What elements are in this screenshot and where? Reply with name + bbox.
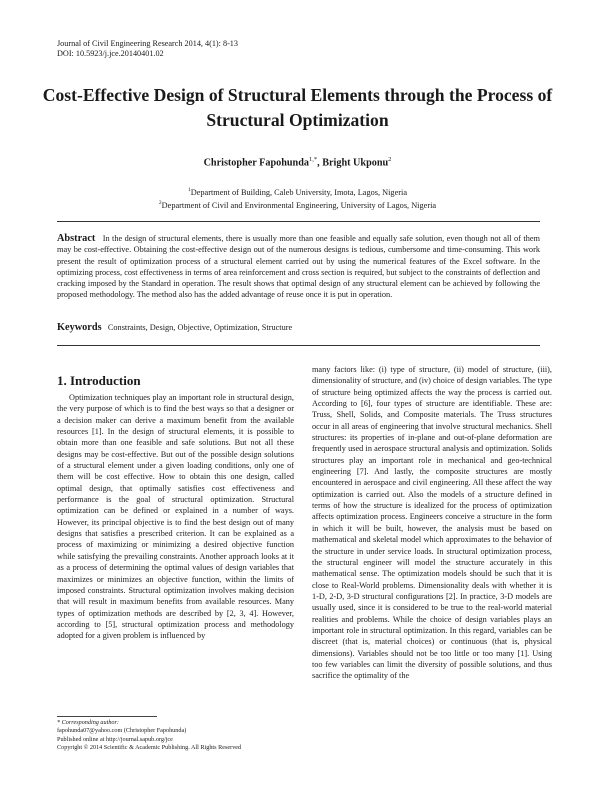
author-2: Bright Ukponu (322, 157, 389, 169)
footnote (57, 719, 317, 753)
affiliations (0, 185, 595, 211)
journal-doi: DOI: 10.5923/j.jce.20140401.02 (57, 49, 164, 58)
affiliation-1 (0, 185, 595, 198)
author-line (0, 156, 595, 168)
affiliation-1-text: Department of Building, Caleb University, Imota, Lagos, Nigeria (190, 187, 408, 197)
author-separator: , (317, 157, 323, 169)
affiliation-2 (0, 198, 595, 211)
footnote-rule (57, 716, 157, 717)
keywords-label: Keywords (57, 322, 102, 333)
author-1: Christopher Fapohunda (203, 157, 309, 169)
section-heading-introduction: 1. Introduction (57, 373, 141, 388)
footnote-published: Published online at http://journal.sapub.org/jce (57, 735, 173, 743)
author-2-affiliation-mark: 2 (388, 156, 392, 163)
footnote-copyright: Copyright © 2014 Scientific & Academic Publishing. All Rights Reserved (57, 744, 242, 752)
keywords (57, 322, 540, 333)
abstract-bottom-rule (57, 345, 540, 346)
journal-header (57, 39, 238, 59)
abstract-text: In the design of structural elements, there is usually more than one feasible and equally safe solution, even though not all of them may be cost-effective. Obtaining the cost-effective design out of the numerous designs is tedious, cumbersome and time-consuming. This work present the result of optimization process of a structural element carried out by using the numerical features of the Excel software. In the optimizing process, cost effectiveness in terms of area reinforcement and cross section is required, but subject to the constraints of deflection and cracking imposed by the Standard in operation. The result shows that optimal design of any structural element can be achieved by following the proposed methodology. The method also has the added advantage of reuse once it is put in operation. (57, 234, 540, 300)
footnote-email: fapohunda07@yahoo.com (Christopher Fapohunda) (57, 727, 187, 735)
body-column-left: Optimization techniques play an important role in structural design, the very purpose of which is to find the best ways so that a designer or a decision maker can derive a maximum benefit from the available resources [1]. In the design of structural elements, it is possible to obtain more than one feasible and safe solutions. But not all these designs may be cost-effective. But out of the possible design solutions of a structural element under a given loading conditions, only one of them will be cost effective. How to obtain this one design, called optimal design, that optimally satisfies cost effectiveness and performance is the goal of structural optimization. Structural optimization can be defined or explained in a number of ways. However, its principal objective is to find the best design out of many designs that satisfies a prescribed criterion. It can be explained as a process of maximizing or minimizing a desired objective function while satisfying the prevailing constraints. Another approach looks at it as a process of determining the optimal values of design variables that maximizes or minimizes an objective function, within the limits of imposed constraints. Structural optimization involves making decision that will result in maximum benefits from available resources. Many types of optimization methods are described by [2, 3, 4]. However, according to [5], structural optimization process and methodology adopted for a given problem is influenced by (57, 393, 294, 641)
abstract-top-rule (57, 221, 540, 222)
keywords-text: Constraints, Design, Objective, Optimization, Structure (107, 323, 293, 332)
footnote-corresponding: * Corresponding author: (57, 719, 119, 726)
affiliation-1-mark: 1 (187, 187, 191, 193)
affiliation-2-text: Department of Civil and Environmental Engineering, University of Lagos, Nigeria (161, 200, 437, 210)
author-1-affiliation-mark: 1,* (308, 156, 318, 163)
abstract (57, 233, 540, 301)
paper-title: Cost-Effective Design of Structural Elements through the Process of Structural Optimization (42, 85, 553, 130)
journal-citation: Journal of Civil Engineering Research 2014, 4(1): 8-13 (57, 39, 238, 48)
abstract-label: Abstract (57, 233, 96, 244)
affiliation-2-mark: 2 (158, 199, 162, 206)
body-column-right: many factors like: (i) type of structure, (ii) model of structure, (iii), dimensionality of structure, and (iv) choice of design variables. The type of structure being optimized affects the way the process is carried out. According to [6], four types of structure are identifiable. These are: Truss, Shell, Solids, and Composite materials. The Truss structures occur in all areas of engineering that involve structural mechanics. Shell structures: its properties of in-plane and out-of-plane deformation are frequently used in aerospace structural analysis and optimization. Solids structures play an important role in mechanical and geo-technical engineering [7]. And lastly, the composite structures are mostly encountered in aerospace and civil engineering. All these affect the way optimization is carried out. Also the models of a structure defined in terms of how the structure is idealized for the process of optimization affects optimization process. Engineers conceive a structure in the form in which it will be built, however, the analysis must be based on mathematical and skeletal model which approximates to the behavior of the structure in under service loads. In structural optimization process, the structural engineer will model the structure accurately in this mathematical sense. The optimization models should be such that it is close to Real-World problems. Dimensionality deals with whether it is 1-D, 2-D, 3-D structural configurations [2]. In practice, 3-D models are usually used, since it is considered to be true to the real-world material realities and problems. While the choice of design variables plays an important role in structural optimization. In this regard, variables can be discreet (that is, material choices) or continuous (that is, physical dimensions). Variables should not be too little or too many [1]. Using too few variables can limit the diversity of possible solutions, and thus sacrifice the optimality of the (312, 365, 552, 681)
